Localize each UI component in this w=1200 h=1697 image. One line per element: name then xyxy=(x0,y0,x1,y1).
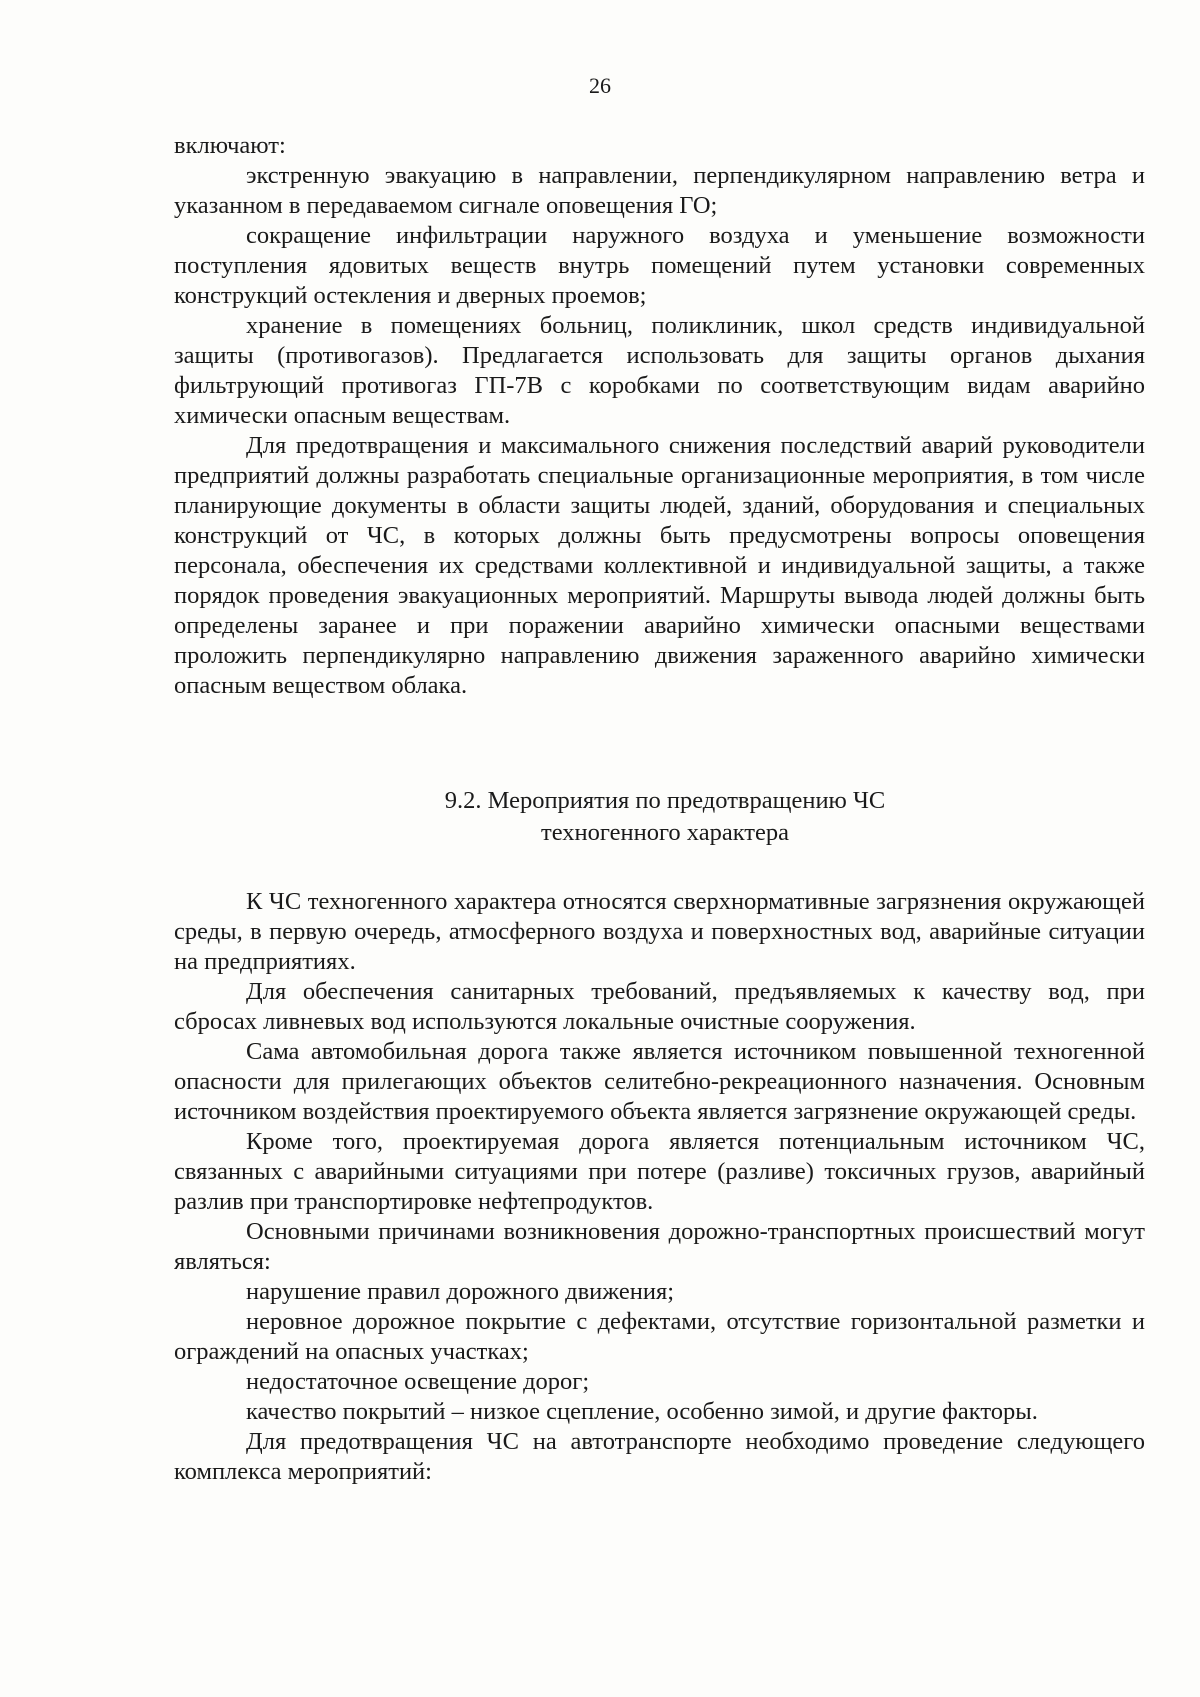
text-block-intro xyxy=(174,131,1145,701)
paragraph: К ЧС техногенного характера относятся сверхнормативные загрязнения окружающей среды, в первую очередь, атмосферного воздуха и поверхностных вод, аварийные ситуации на предприятиях. xyxy=(174,888,1145,975)
paragraph: Для предотвращения ЧС на автотранспорте необходимо проведение следующего комплекса мероприятий: xyxy=(174,1428,1145,1485)
paragraph: Для обеспечения санитарных требований, предъявляемых к качеству вод, при сбросах ливневых вод используются локальные очистные сооружения. xyxy=(174,978,1145,1035)
paragraph: Кроме того, проектируемая дорога является потенциальным источником ЧС, связанных с аварийными ситуациями при потере (разливе) токсичных грузов, аварийный разлив при транспортировке нефтепродуктов. xyxy=(174,1128,1145,1215)
paragraph: Для предотвращения и максимального снижения последствий аварий руководители предприятий должны разработать специальные организационные мероприятия, в том числе планирующие документы в области защиты людей, зданий, оборудования и специальных конструкций от ЧС, в которых должны быть предусмотрены вопросы оповещения персонала, обеспечения их средствами коллективной и индивидуальной защиты, а также порядок проведения эвакуационных мероприятий. Маршруты вывода людей должны быть определены заранее и при поражении аварийно химически опасными веществами проложить перпендикулярно направлению движения зараженного аварийно химически опасным веществом облака. xyxy=(174,432,1145,699)
page-number: 26 xyxy=(589,73,611,98)
paragraph: Сама автомобильная дорога также является источником повышенной техногенной опасности для прилегающих объектов селитебно-рекреационного назначения. Основным источником воздействия проектируемого объекта является загрязнение окружающей среды. xyxy=(174,1038,1145,1125)
paragraph: включают: xyxy=(174,132,286,159)
paragraph: сокращение инфильтрации наружного воздуха и уменьшение возможности поступления ядовитых веществ внутрь помещений путем установки современных конструкций остекления и дверных проемов; xyxy=(174,222,1145,309)
paragraph: Основными причинами возникновения дорожно-транспортных происшествий могут являться: xyxy=(174,1218,1145,1275)
section-heading xyxy=(0,785,1200,849)
list-item: неровное дорожное покрытие с дефектами, отсутствие горизонтальной разметки и ограждений на опасных участках; xyxy=(174,1308,1145,1365)
text-block-section-9-2 xyxy=(174,887,1145,1487)
list-item: недостаточное освещение дорог; xyxy=(246,1368,590,1395)
paragraph: экстренную эвакуацию в направлении, перпендикулярном направлению ветра и указанном в передаваемом сигнале оповещения ГО; xyxy=(174,162,1145,219)
section-heading-line-1: 9.2. Мероприятия по предотвращению ЧС xyxy=(444,787,886,814)
list-item: нарушение правил дорожного движения; xyxy=(246,1278,675,1305)
list-item: качество покрытий – низкое сцепление, особенно зимой, и другие факторы. xyxy=(246,1398,1038,1425)
section-heading-line-2: техногенного характера xyxy=(541,819,789,846)
paragraph: хранение в помещениях больниц, поликлиник, школ средств индивидуальной защиты (противогазов). Предлагается использовать для защиты органов дыхания фильтрующий противогаз ГП-7В с коробками по соответствующим видам аварийно химически опасным веществам. xyxy=(174,312,1145,429)
